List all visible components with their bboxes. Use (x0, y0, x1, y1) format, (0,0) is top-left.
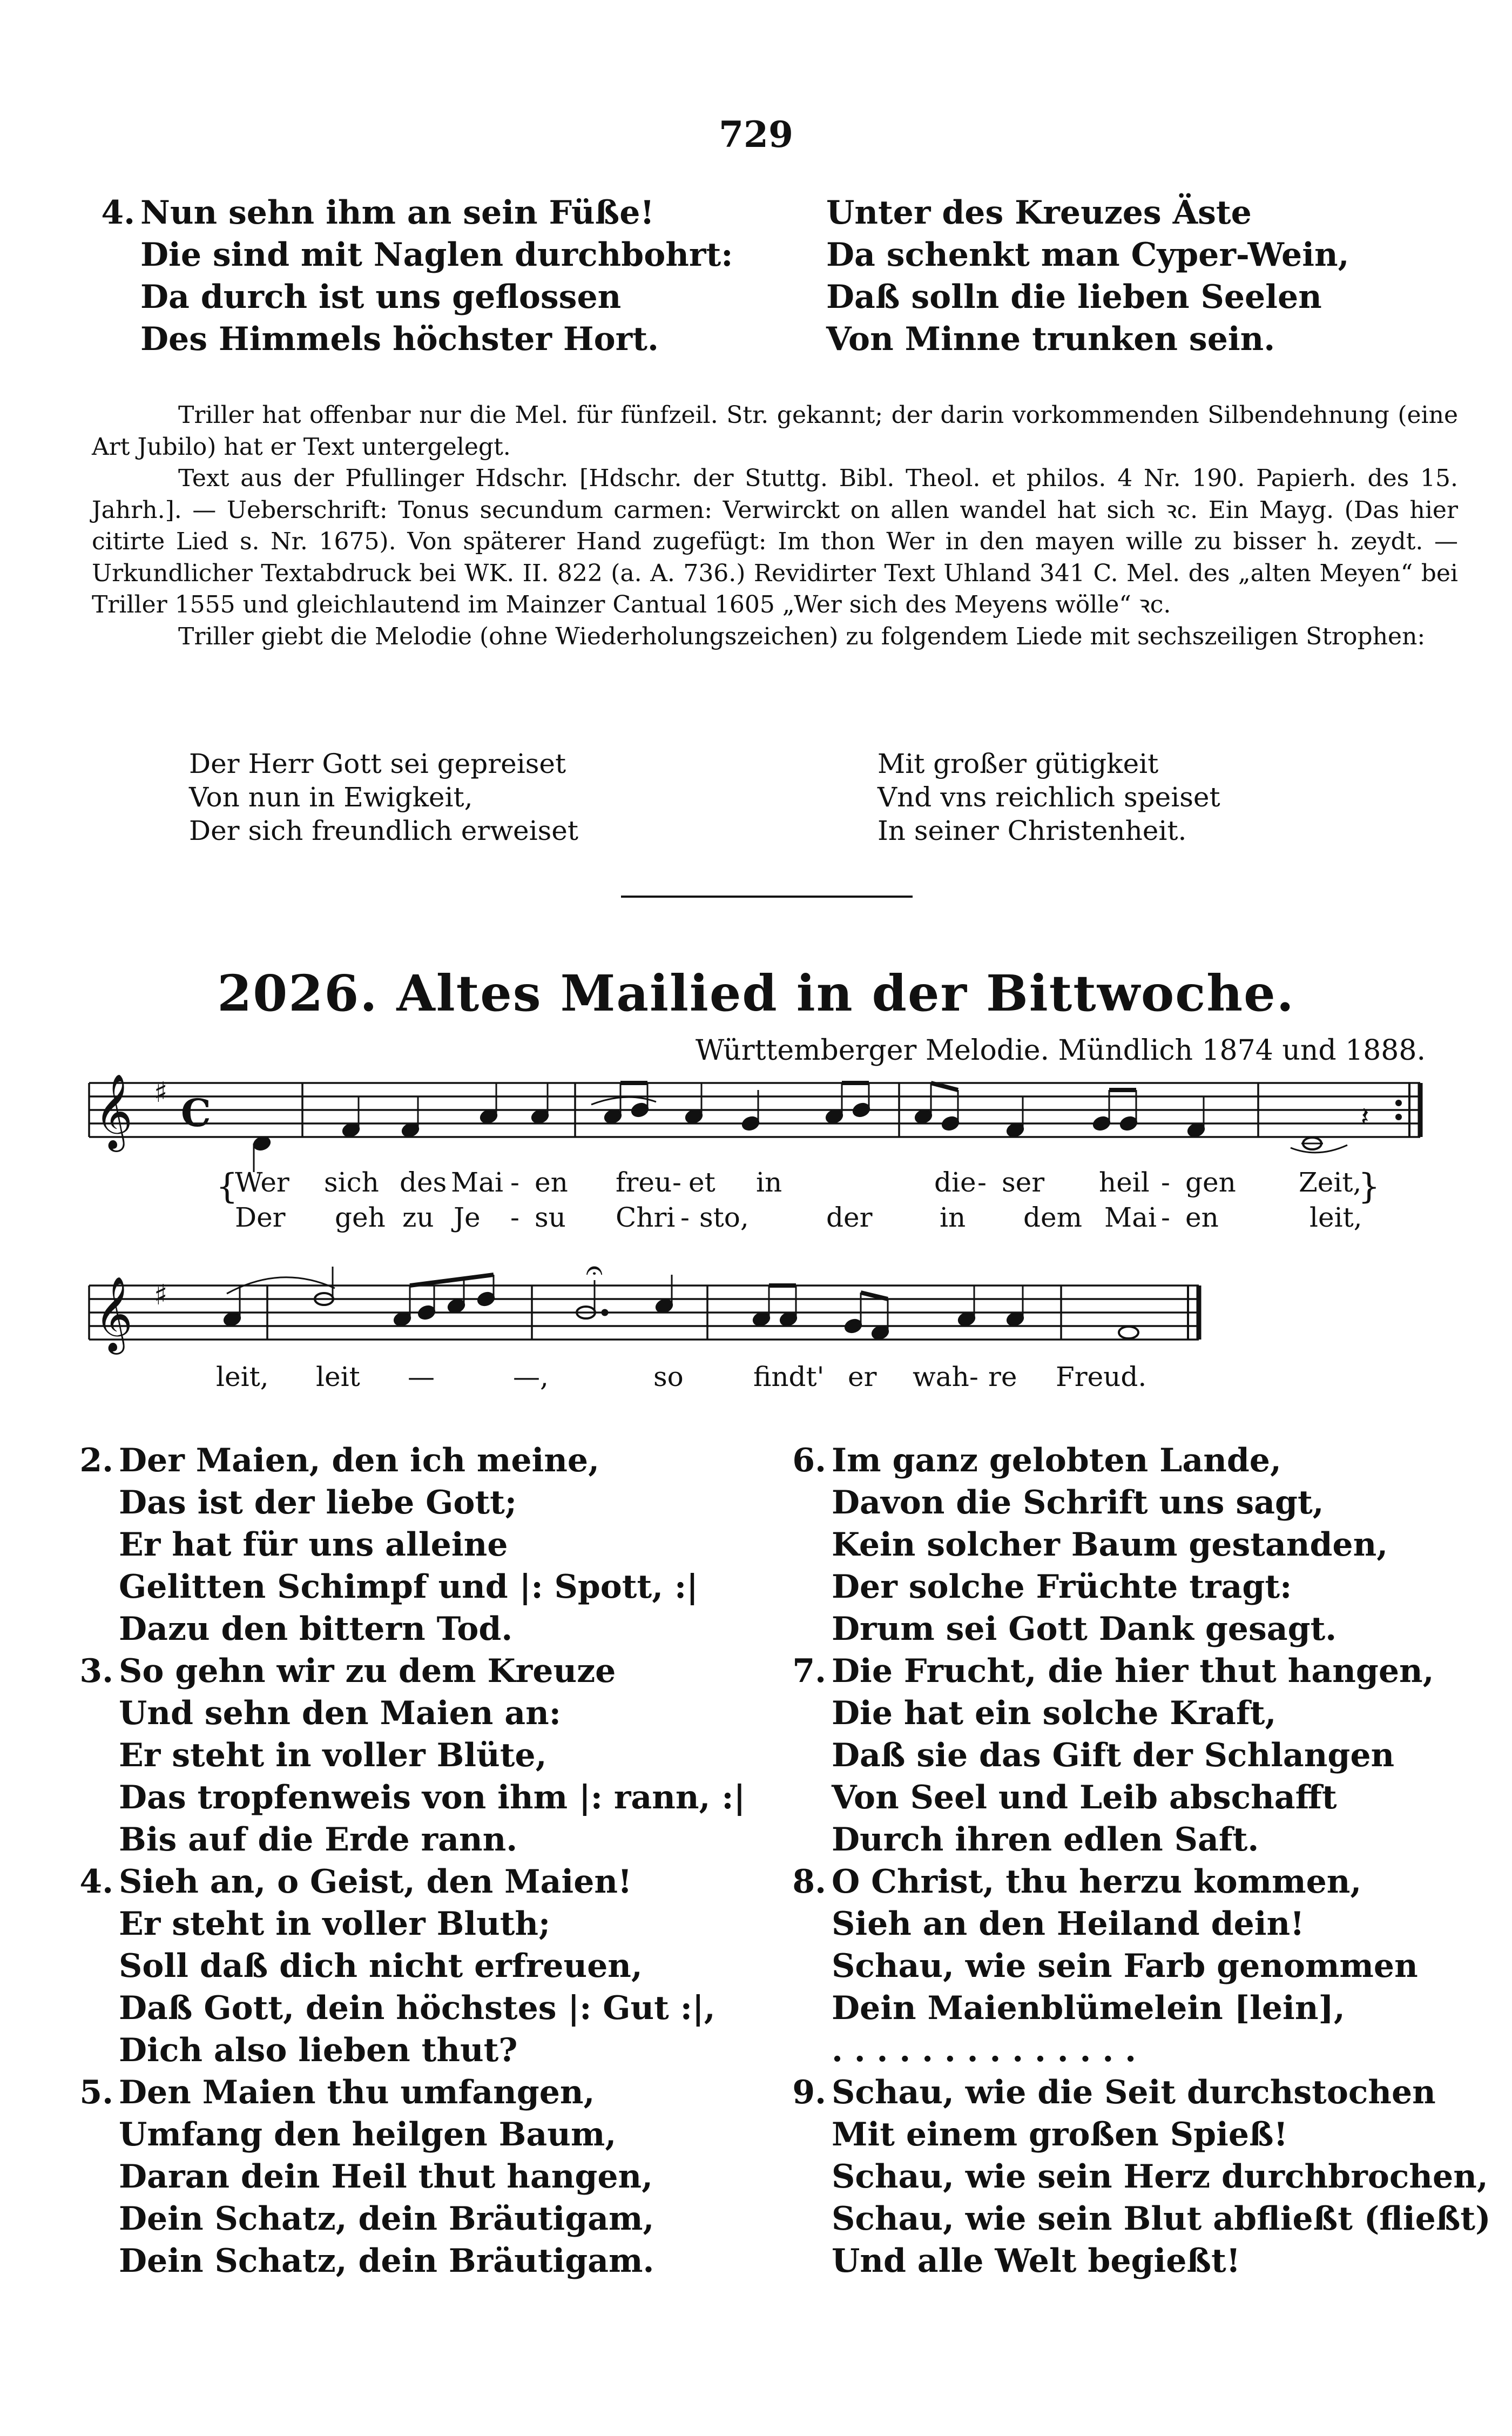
lyric-hyphen: - (510, 1167, 519, 1198)
sharp-icon: ♯ (154, 1076, 168, 1109)
lyric-syllable: leit (316, 1361, 360, 1392)
lyric-syllable: Der (235, 1202, 286, 1233)
verse-text: Nun sehn ihm an sein Füße! (140, 194, 654, 232)
lyric-syllable: Mai (451, 1167, 503, 1198)
lyric-syllable: Je (454, 1202, 481, 1233)
lyric-syllable: in (940, 1202, 966, 1233)
verse-line: Und alle Welt begießt! (832, 2242, 1241, 2280)
treble-clef-icon: 𝄞 (94, 1276, 133, 1351)
verse-number: 6. (792, 1442, 826, 1479)
sharp-icon: ♯ (154, 1279, 168, 1311)
lyric-syllable: —, (513, 1361, 549, 1392)
verse-line: Von nun in Ewigkeit, (189, 782, 473, 813)
verse-line: Schau, wie sein Herz durchbrochen, (832, 2158, 1488, 2196)
verse-line: Das ist der liebe Gott; (119, 1484, 517, 1522)
lyric-syllable: re (988, 1361, 1017, 1392)
verse-line: Er steht in voller Bluth; (119, 1905, 551, 1943)
verse-line: Mit einem großen Spieß! (832, 2116, 1288, 2154)
verse-line: Er steht in voller Blüte, (119, 1737, 547, 1774)
verse (76, 1439, 745, 1650)
verse-line: Durch ihren edlen Saft. (832, 1821, 1259, 1859)
fermata-icon: 𝄐 (586, 1253, 603, 1288)
verse (788, 1439, 1491, 1650)
verse-text: Im ganz gelobten Lande, (832, 1442, 1281, 1479)
lyric-syllable: en (1185, 1202, 1219, 1233)
svg-text:𝄽: 𝄽 (1361, 1101, 1369, 1133)
verse-line: Die sind mit Naglen durchbohrt: (140, 236, 733, 274)
lyric-hyphen: - (1161, 1167, 1170, 1198)
lyric-syllable: des (400, 1167, 447, 1198)
verse-number: 3. (79, 1652, 113, 1690)
lyric-syllable: et (688, 1167, 716, 1198)
verse-line: Daß Gott, dein höchstes |: Gut :|, (119, 1989, 716, 2027)
verse-line: Der sich freundlich erweiset (189, 815, 578, 846)
verse-line: Schau, wie sein Blut abfließt (fließt) (832, 2200, 1491, 2238)
lyric-syllable: Zeit, (1299, 1167, 1362, 1198)
lyric-syllable: sto, (699, 1202, 749, 1233)
lyric-syllable: so (653, 1361, 684, 1392)
lyric-syllable: en (535, 1167, 568, 1198)
verse-line: Davon die Schrift uns sagt, (832, 1484, 1324, 1522)
verse-line (788, 1861, 1491, 1903)
verse-line: Dein Schatz, dein Bräutigam, (119, 2200, 654, 2238)
melody-source: Württemberger Melodie. Mündlich 1874 und 1888. (695, 1034, 1426, 1067)
note-paragraph: Triller hat offenbar nur die Mel. für fünfzeil. Str. gekannt; der darin vorkommenden Silbendehnung (eine Art Jubilo) hat er Text untergelegt. (92, 401, 1458, 461)
repeat-dot (1395, 1114, 1402, 1120)
verse-text: O Christ, thu herzu kommen, (832, 1863, 1362, 1901)
lyric-brace-right: } (1358, 1167, 1380, 1207)
verse-line: Daß sie das Gift der Schlangen (832, 1737, 1395, 1774)
verse-number: 4. (101, 194, 135, 232)
verse-line: Das tropfenweis von ihm |: rann, :| (119, 1779, 746, 1816)
lyric-syllable: Wer (235, 1167, 289, 1198)
verse-line: Dich also lieben thut? (119, 2031, 518, 2069)
lyric-syllable: su (535, 1202, 566, 1233)
verse-line: Da durch ist uns geflossen (140, 278, 622, 316)
staff-system-2 (89, 1286, 1199, 1340)
lyric-syllable: gen (1185, 1167, 1236, 1198)
lyric-syllable: Freud. (1056, 1361, 1147, 1392)
verse-line: Soll daß dich nicht erfreuen, (119, 1947, 643, 1985)
verse-line (76, 2071, 745, 2114)
verse-line: Kein solcher Baum gestanden, (832, 1526, 1388, 1564)
verse-line: Dazu den bittern Tod. (119, 1610, 513, 1648)
staff-system-1-symbols (94, 1074, 1402, 1152)
lyric-syllable: die (934, 1167, 976, 1198)
verse-line (76, 1439, 745, 1482)
verse-line: Des Himmels höchster Hort. (140, 320, 659, 358)
note-paragraph: Triller giebt die Melodie (ohne Wiederholungszeichen) zu folgendem Liede mit sechszeiligen Strophen: (178, 622, 1426, 650)
lyric-syllable: leit, (1310, 1202, 1362, 1233)
lyric-syllable: sich (324, 1167, 379, 1198)
verse-line: Sieh an den Heiland dein! (832, 1905, 1305, 1943)
lyric-syllable: in (756, 1167, 782, 1198)
lyric-syllable: Mai (1104, 1202, 1157, 1233)
verse (788, 1861, 1491, 2071)
verse (76, 1650, 745, 1861)
verse-text: Den Maien thu umfangen, (119, 2074, 595, 2111)
lyric-syllable: wah (913, 1361, 969, 1392)
verse-line (788, 1439, 1491, 1482)
lyric-syllable: er (848, 1361, 877, 1392)
lyric-syllable: der (826, 1202, 873, 1233)
note-paragraph: Text aus der Pfullinger Hdschr. [Hdschr. der Stuttg. Bibl. Theol. et philos. 4 Nr. 190. Papierh. des 15. Jahrh.]. — Ueberschrift: Tonus secundum carmen: Verwirckt on allen wandel hat sich ꝛc. Ein Mayg. (Das hier citirte Lied s. Nr. 1675). Von späterer Hand zugefügt: Im thon Wer in den mayen wille zu bisser h. zeydt. — Urkundlicher Textabdruck bei WK. II. 822 (a. A. 736.) Revidirter Text Uhland 341 C. Mel. des „alten Meyen“ bei Triller 1555 und gleichlautend im Mainzer Cantual 1605 „Wer sich des Meyens wölle“ ꝛc. (92, 465, 1458, 618)
lyric-syllable: heil (1099, 1167, 1150, 1198)
verse-line: Von Seel und Leib abschafft (832, 1779, 1337, 1816)
verse-line: Daß solln die lieben Seelen (826, 278, 1322, 316)
verse-number: 2. (79, 1442, 113, 1479)
verse (76, 1861, 745, 2071)
verses-left-column (76, 1439, 745, 2282)
page-number: 729 (719, 113, 793, 156)
verse-line: Schau, wie sein Farb genommen (832, 1947, 1418, 1985)
verse (788, 2071, 1491, 2282)
lyric-syllable: zu (402, 1202, 434, 1233)
lyric-syllable: findt' (753, 1361, 825, 1392)
verse-number: 7. (792, 1652, 826, 1690)
verse-line: Daran dein Heil thut hangen, (119, 2158, 653, 2196)
lyric-hyphen: - (672, 1167, 681, 1198)
verse-line: Von Minne trunken sein. (826, 320, 1275, 358)
verse-number: 4. (79, 1863, 113, 1901)
lyric-brace-left: { (216, 1167, 238, 1207)
verse-line: . . . . . . . . . . . . . . (832, 2031, 1136, 2069)
verse-line: Und sehn den Maien an: (119, 1694, 561, 1732)
verse-number: 5. (79, 2074, 113, 2111)
verse-line: Vnd vns reichlich speiset (878, 782, 1220, 813)
lyric-syllable: ser (1002, 1167, 1045, 1198)
verse (76, 2071, 745, 2282)
verse-line: Dein Maienblümelein [lein], (832, 1989, 1345, 2027)
repeat-dot (1395, 1100, 1402, 1106)
treble-clef-icon: 𝄞 (94, 1074, 133, 1149)
lyric-syllable: dem (1023, 1202, 1083, 1233)
lyric-syllable: Chri (616, 1202, 676, 1233)
verse-line: Unter des Kreuzes Äste (826, 194, 1252, 232)
verse-line (76, 1861, 745, 1903)
lyric-hyphen: - (969, 1361, 978, 1392)
lyric-syllable: leit, (216, 1361, 269, 1392)
verse-text: Schau, wie die Seit durchstochen (832, 2074, 1436, 2111)
lyric-hyphen: - (1161, 1202, 1170, 1233)
verse-line: Bis auf die Erde rann. (119, 1821, 518, 1859)
verse-line: Dein Schatz, dein Bräutigam. (119, 2242, 654, 2280)
staff-2-notes (222, 1267, 1138, 1341)
verse-line: Der solche Früchte tragt: (832, 1568, 1292, 1606)
verse-line (788, 2071, 1491, 2114)
verse-line: Drum sei Gott Dank gesagt. (832, 1610, 1337, 1648)
song-title-text: Altes Mailied in der Bittwoche. (396, 964, 1295, 1022)
verse-line (788, 1650, 1491, 1692)
verse-line: Mit großer gütigkeit (878, 748, 1159, 779)
lyric-hyphen: - (680, 1202, 690, 1233)
song-number: 2026. (217, 964, 379, 1022)
verse-line: In seiner Christenheit. (878, 815, 1187, 846)
verse-line: Der Herr Gott sei gepreiset (189, 748, 566, 779)
lyric-syllable: — (408, 1361, 435, 1392)
verse-text: Die Frucht, die hier thut hangen, (832, 1652, 1434, 1690)
lyric-syllable: freu (616, 1167, 672, 1198)
verse-text: Der Maien, den ich meine, (119, 1442, 599, 1479)
verse-number: 8. (792, 1863, 826, 1901)
verses-right-column (788, 1439, 1491, 2282)
verse-line: Er hat für uns alleine (119, 1526, 508, 1564)
verse-line: Da schenkt man Cyper-Wein, (826, 236, 1349, 274)
lyric-syllable: geh (335, 1202, 386, 1233)
verse-line: Gelitten Schimpf und |: Spott, :| (119, 1568, 698, 1606)
verse-line: Die hat ein solche Kraft, (832, 1694, 1277, 1732)
verse-text: So gehn wir zu dem Kreuze (119, 1652, 616, 1690)
verse-number: 9. (792, 2074, 826, 2111)
lyric-hyphen: - (977, 1167, 987, 1198)
verse (788, 1650, 1491, 1861)
verse-text: Sieh an, o Geist, den Maien! (119, 1863, 632, 1901)
verse-line (76, 1650, 745, 1692)
lyric-hyphen: - (510, 1202, 519, 1233)
common-time-icon: C (181, 1091, 211, 1135)
verse-line: Umfang den heilgen Baum, (119, 2116, 617, 2154)
